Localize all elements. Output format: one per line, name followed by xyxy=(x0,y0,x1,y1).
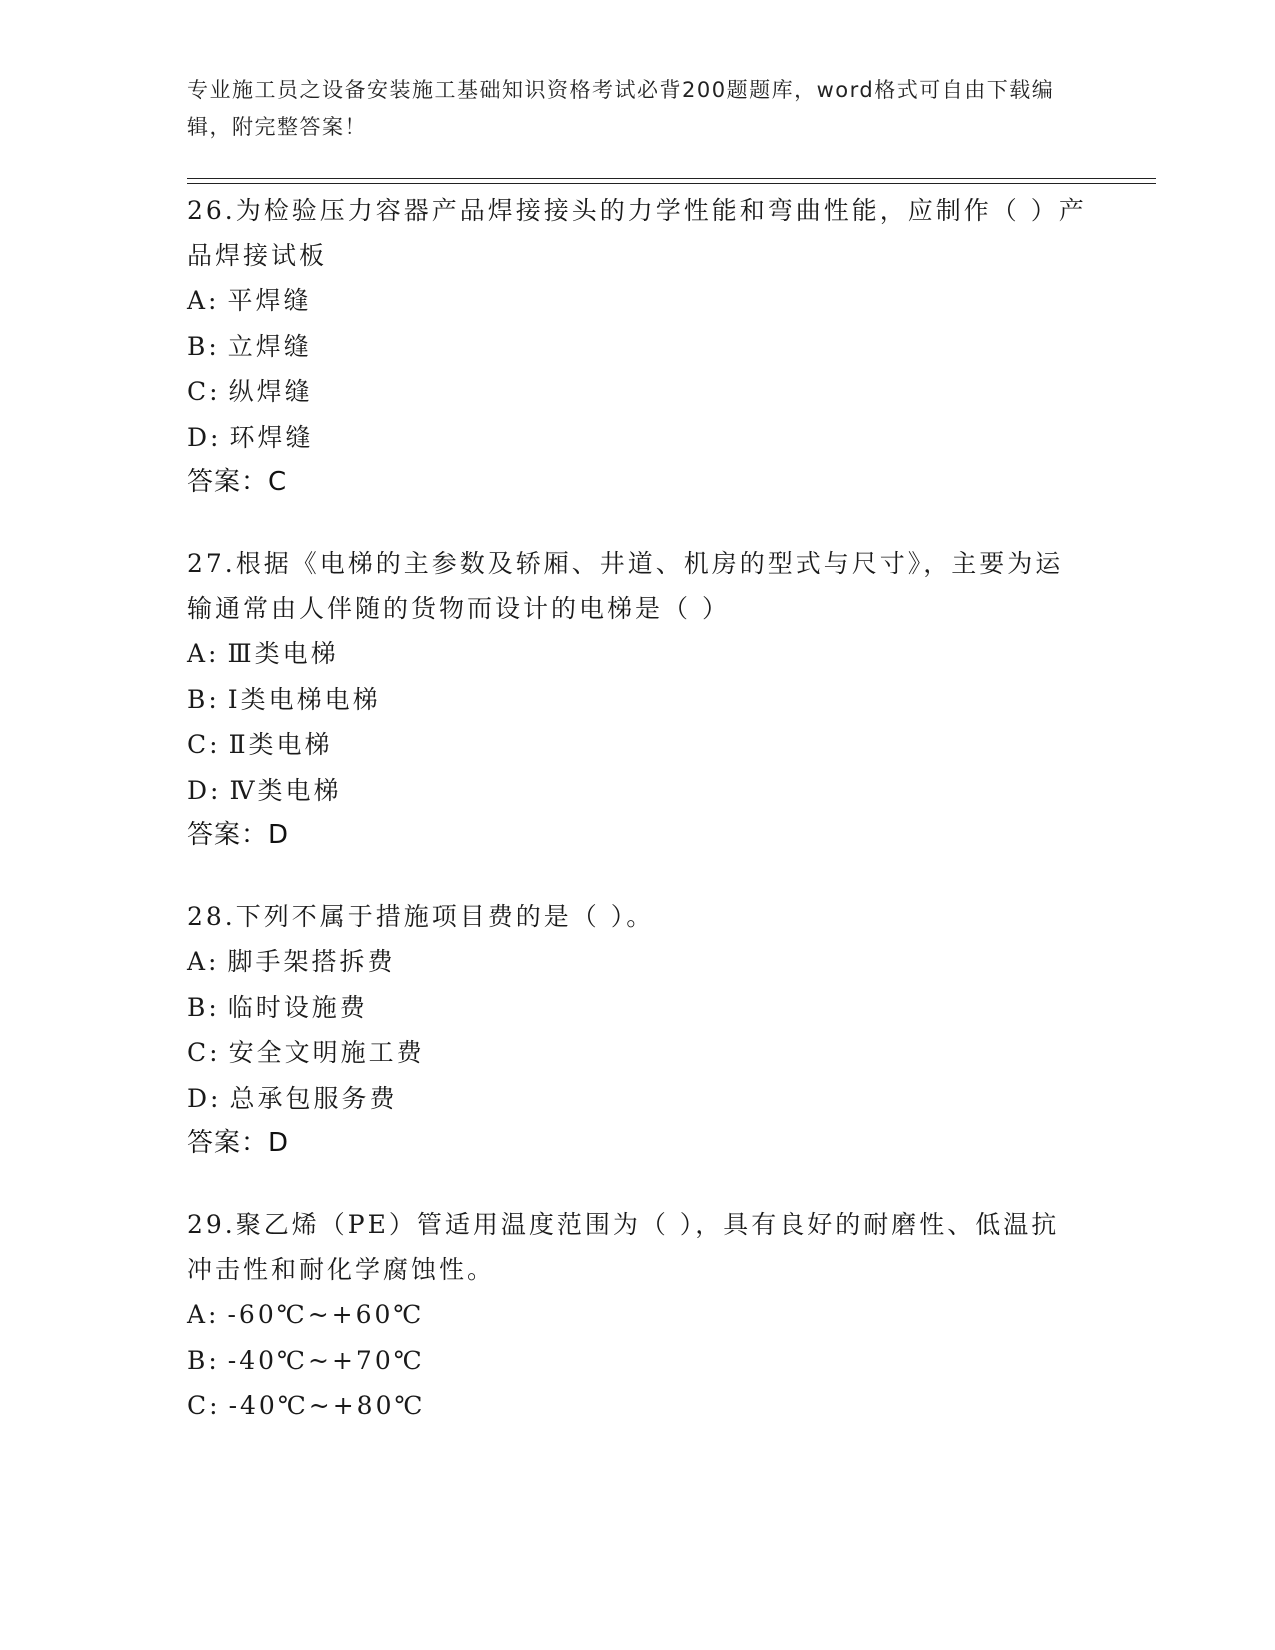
option-text: -40℃~+70℃ xyxy=(227,1345,425,1375)
question-stem: 27.根据《电梯的主参数及轿厢、井道、机房的型式与尺寸》，主要为运输通常由人伴随的货物而设计的电梯是（ ） xyxy=(187,549,1064,623)
option-text: 安全文明施工费 xyxy=(228,1038,425,1067)
option-key: B: xyxy=(187,1345,220,1375)
option-c xyxy=(187,722,1087,768)
option-text: 纵焊缝 xyxy=(228,377,313,406)
option-c xyxy=(187,1383,1087,1429)
option-key: D: xyxy=(187,775,222,805)
option-b xyxy=(187,985,1087,1031)
option-d xyxy=(187,415,1087,461)
option-key: B: xyxy=(187,331,220,361)
option-text: 临时设施费 xyxy=(227,992,368,1022)
option-d xyxy=(187,1076,1087,1122)
question-27 xyxy=(187,541,1087,858)
option-key: D: xyxy=(187,1083,222,1113)
option-text: 总承包服务费 xyxy=(229,1083,398,1113)
option-key: A: xyxy=(187,639,220,668)
option-b xyxy=(187,1338,1087,1384)
question-stem: 29.聚乙烯（PE）管适用温度范围为（ ），具有良好的耐磨性、低温抗冲击性和耐化学腐蚀性。 xyxy=(187,1210,1060,1284)
answer: 答案：D xyxy=(187,1128,290,1158)
option-key: A: xyxy=(187,1300,220,1329)
option-a xyxy=(187,631,1087,677)
option-key: C: xyxy=(187,1038,221,1067)
option-d xyxy=(187,768,1087,814)
option-key: B: xyxy=(187,684,220,714)
option-a xyxy=(187,1292,1087,1338)
option-list xyxy=(187,939,1087,1121)
option-key: D: xyxy=(187,422,222,452)
question-26 xyxy=(187,188,1087,505)
question-stem: 26.为检验压力容器产品焊接接头的力学性能和弯曲性能，应制作（ ）产品焊接试板 xyxy=(187,196,1087,270)
option-text: 环焊缝 xyxy=(229,422,314,452)
option-text: -40℃~+80℃ xyxy=(228,1391,426,1420)
option-text: -60℃~+60℃ xyxy=(227,1300,425,1329)
option-c xyxy=(187,1030,1087,1076)
document-header: 专业施工员之设备安装施工基础知识资格考试必背200题题库，word格式可自由下载编辑，附完整答案！ xyxy=(187,78,1055,139)
answer: 答案：D xyxy=(187,820,290,850)
question-stem: 28.下列不属于措施项目费的是（ ）。 xyxy=(187,902,655,931)
option-b xyxy=(187,677,1087,723)
option-text: Ⅳ类电梯 xyxy=(229,775,342,805)
option-text: 平焊缝 xyxy=(227,286,312,315)
option-key: C: xyxy=(187,377,221,406)
option-text: Ⅰ类电梯电梯 xyxy=(227,684,381,714)
option-key: A: xyxy=(187,286,220,315)
answer: 答案：C xyxy=(187,467,288,497)
option-a xyxy=(187,939,1087,985)
option-list xyxy=(187,278,1087,460)
option-text: 立焊缝 xyxy=(227,331,312,361)
option-key: A: xyxy=(187,947,220,976)
option-list xyxy=(187,631,1087,813)
header-rule-bottom xyxy=(187,183,1156,184)
option-key: B: xyxy=(187,992,220,1022)
option-key: C: xyxy=(187,1391,221,1420)
option-text: Ⅲ类电梯 xyxy=(227,639,339,668)
option-key: C: xyxy=(187,730,221,759)
option-list xyxy=(187,1292,1087,1429)
header-rule-top xyxy=(187,178,1156,179)
question-list xyxy=(187,188,1087,1465)
option-a xyxy=(187,278,1087,324)
question-29 xyxy=(187,1202,1087,1429)
option-b xyxy=(187,324,1087,370)
option-text: Ⅱ类电梯 xyxy=(228,730,333,759)
question-28 xyxy=(187,894,1087,1166)
option-c xyxy=(187,369,1087,415)
option-text: 脚手架搭拆费 xyxy=(227,947,396,976)
